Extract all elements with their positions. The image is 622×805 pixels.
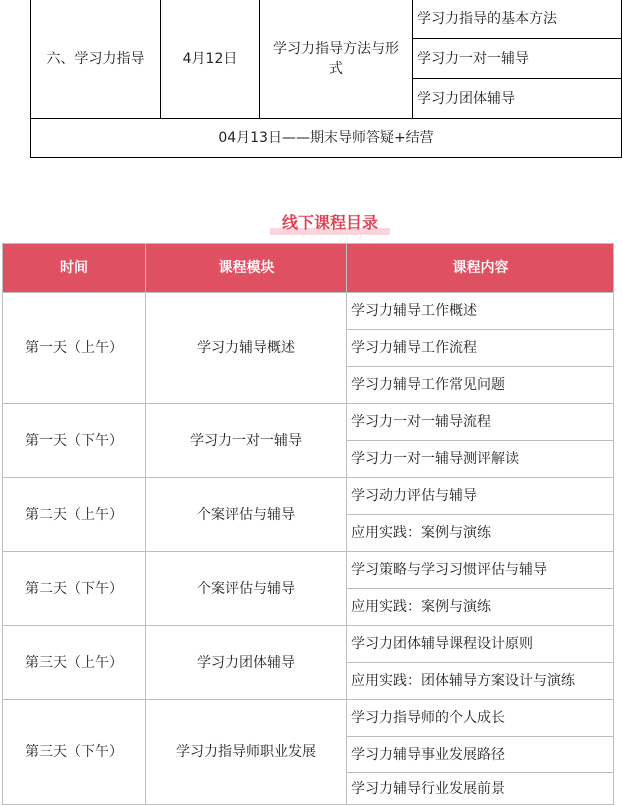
content-cell: 学习力辅导事业发展路径 (351, 746, 505, 763)
section-title-text: 线下课程目录 (281, 213, 378, 232)
module-cell: 学习力指导师职业发展 (176, 744, 316, 760)
section-title (270, 208, 390, 238)
header-module: 课程模块 (218, 259, 275, 276)
content-cell: 学习动力评估与辅导 (351, 488, 477, 504)
item-cell: 学习力一对一辅导 (417, 50, 529, 67)
content-cell: 学习力一对一辅导流程 (351, 414, 491, 430)
content-cell: 学习力指导师的个人成长 (351, 710, 505, 726)
module-cell: 学习力一对一辅导 (190, 432, 302, 449)
time-cell: 第一天（下午） (25, 432, 123, 449)
date-cell: 4月12日 (182, 51, 238, 67)
content-cell: 学习力辅导工作流程 (351, 340, 477, 356)
chapter-cell: 六、学习力指导 (46, 51, 145, 67)
content-cell: 应用实践：案例与演练 (351, 525, 491, 541)
header-content: 课程内容 (452, 259, 509, 276)
content-cell: 学习策略与学习习惯评估与辅导 (351, 562, 547, 578)
module-cell: 个案评估与辅导 (197, 506, 295, 523)
time-cell: 第三天（下午） (25, 744, 123, 760)
topic-cell: 学习力指导方法与形式 (273, 41, 399, 77)
time-cell: 第三天（上午） (25, 654, 123, 671)
module-cell: 学习力团体辅导 (197, 654, 295, 671)
content-cell: 应用实践：案例与演练 (351, 599, 491, 615)
closing-row: 04月13日——期末导师答疑+结营 (218, 130, 434, 146)
content-cell: 学习力辅导工作概述 (351, 303, 477, 319)
item-cell: 学习力指导的基本方法 (417, 11, 557, 27)
module-cell: 学习力辅导概述 (197, 340, 295, 356)
time-cell: 第二天（上午） (25, 506, 123, 523)
content-cell: 学习力辅导行业发展前景 (351, 780, 505, 797)
module-cell: 个案评估与辅导 (197, 580, 295, 597)
time-cell: 第一天（上午） (25, 340, 123, 356)
time-cell: 第二天（下午） (25, 580, 123, 597)
content-cell: 学习力辅导工作常见问题 (351, 377, 505, 393)
content-cell: 应用实践：团体辅导方案设计与演练 (351, 673, 575, 689)
content-cell: 学习力一对一辅导测评解读 (351, 451, 519, 467)
item-cell: 学习力团体辅导 (417, 90, 515, 107)
content-cell: 学习力团体辅导课程设计原则 (351, 636, 533, 652)
header-time: 时间 (60, 259, 88, 276)
